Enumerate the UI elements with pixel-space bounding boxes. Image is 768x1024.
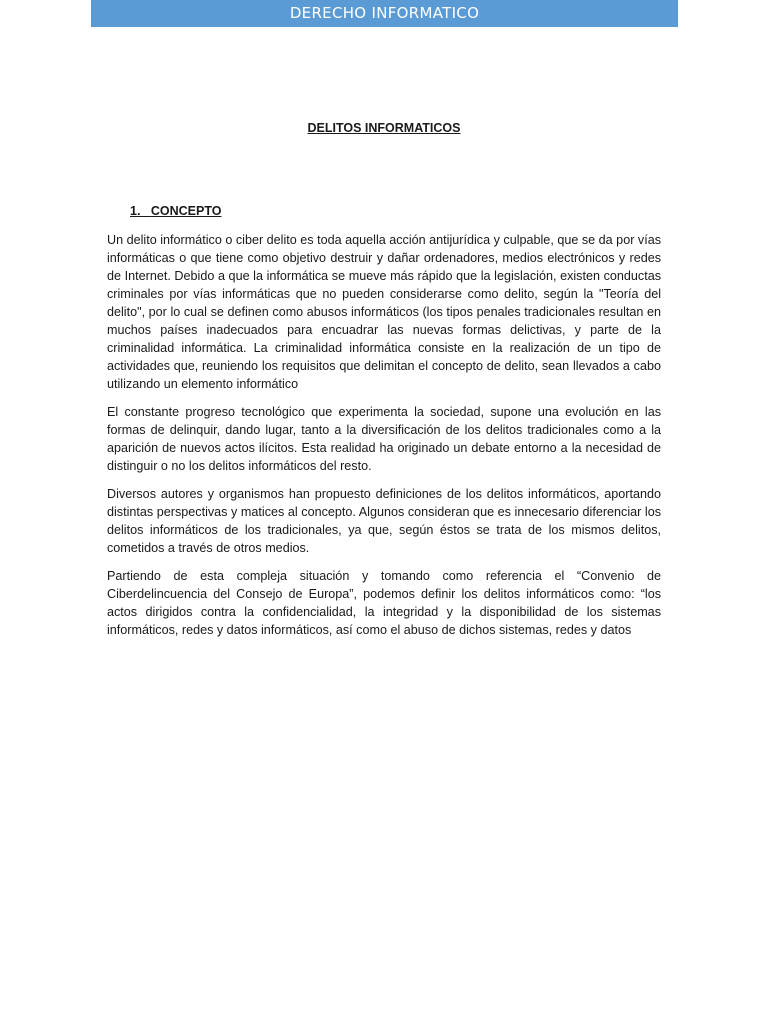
section-title: CONCEPTO	[150, 204, 222, 218]
section-heading	[130, 204, 221, 218]
section-number: 1.	[130, 204, 141, 218]
document-title: DELITOS INFORMATICOS	[307, 121, 461, 135]
paragraph-4: Partiendo de esta compleja situación y tomando como referencia el “Convenio de Ciberdelincuencia del Consejo de Europa”, podemos definir los delitos informáticos como: “los actos dirigidos contra la confidencialidad, la integridad y la disponibilidad de los sistemas informáticos, redes y datos informáticos, así como el abuso de dichos sistemas, redes y datos	[107, 569, 661, 637]
header-bar	[91, 0, 678, 27]
paragraph-1: Un delito informático o ciber delito es toda aquella acción antijurídica y culpable, que se da por vías informáticas o que tiene como objetivo destruir y dañar ordenadores, medios electrónicos y redes de Internet. Debido a que la informática se mueve más rápido que la legislación, existen conductas criminales por vías informáticas que no pueden considerarse como delito, según la "Teoría del delito", por lo cual se definen como abusos informáticos (los tipos penales tradicionales resultan en muchos países inadecuados para encuadrar las nuevas formas delictivas, y parte de la criminalidad informática. La criminalidad informática consiste en la realización de un tipo de actividades que, reuniendo los requisitos que delimitan el concepto de delito, sean llevados a cabo utilizando un elemento informático	[107, 233, 661, 391]
paragraph-3: Diversos autores y organismos han propuesto definiciones de los delitos informáticos, aportando distintas perspectivas y matices al concepto. Algunos consideran que es innecesario diferenciar los delitos informáticos de los tradicionales, ya que, según éstos se trata de los mismos delitos, cometidos a través de otros medios.	[107, 487, 661, 555]
header-title: DERECHO INFORMATICO	[289, 4, 480, 22]
body-text	[107, 231, 661, 649]
paragraph-2: El constante progreso tecnológico que experimenta la sociedad, supone una evolución en las formas de delinquir, dando lugar, tanto a la diversificación de los delitos tradicionales como a la aparición de nuevos actos ilícitos. Esta realidad ha originado un debate entorno a la necesidad de distinguir o no los delitos informáticos del resto.	[107, 405, 661, 473]
